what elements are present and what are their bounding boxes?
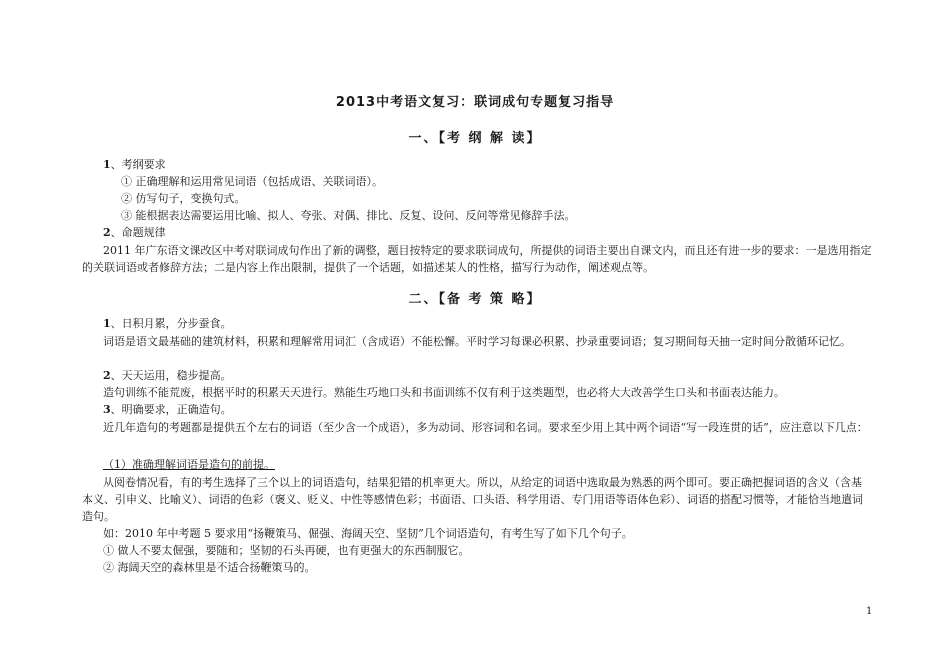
item-label: 、明确要求，正确造句。 <box>110 403 232 416</box>
strategy-item-1 <box>103 316 232 332</box>
exam-pattern-paragraph: 2011 年广东语文课改区中考对联词成句作出了新的调整，题目按特定的要求联词成句，所提供的词语主要出自课文内，而且还有进一步的要求：一是选用指定的关联词语或者修辞方法；二是内容上作出限制，提供了一个话题，如描述某人的性格，描写行为动作，阐述观点等。 <box>82 244 872 274</box>
item-number: 3 <box>103 403 111 416</box>
example-intro: 如：2010 年中考题 5 要求用“扬鞭策马、倔强、海阔天空、坚韧”几个词语造句，有考生写了如下几个句子。 <box>103 527 633 540</box>
point-1-paragraph: 从阅卷情况看，有的考生选择了三个以上的词语造句，结果犯错的机率更大。所以，从给定的词语中选取最为熟悉的两个即可。要正确把握词语的含义（含基本义、引申义、比喻义）、词语的色彩（褒义、贬义、中性等感情色彩；书面语、口头语、科学用语、专门用语等语体色彩）、词语的搭配习惯等，才能恰当地遣词造句。 <box>82 476 863 523</box>
syllabus-item-2 <box>103 225 166 241</box>
example-sentence-2: ② 海阔天空的森林里是不适合扬鞭策马的。 <box>103 561 316 574</box>
item-label: 、日积月累，分步蚕食。 <box>110 317 232 330</box>
syllabus-item-1 <box>103 157 166 173</box>
strategy-item-3 <box>103 402 232 418</box>
page-number: 1 <box>866 606 873 617</box>
requirement-2: ② 仿写句子，变换句式。 <box>121 192 246 205</box>
point-1-heading: （1）准确理解词语是造句的前提。 <box>103 458 275 471</box>
requirement-1: ① 正确理解和运用常见词语（包括成语、关联词语）。 <box>121 175 383 188</box>
strategy-2-paragraph: 造句训练不能荒废，根据平时的积累天天进行。熟能生巧地口头和书面训练不仅有利于这类题型，也必将大大改善学生口头和书面表达能力。 <box>103 386 785 399</box>
strategy-3-paragraph: 近几年造句的考题都是提供五个左右的词语（至少含一个成语），多为动词、形容词和名词。要求至少用上其中两个词语“写一段连贯的话”，应注意以下几点： <box>103 421 868 434</box>
item-label: 、考纲要求 <box>110 158 166 171</box>
item-number: 1 <box>103 158 111 171</box>
requirement-3: ③ 能根据表达需要运用比喻、拟人、夸张、对偶、排比、反复、设问、反问等常见修辞手法。 <box>121 209 576 222</box>
section-heading-syllabus: 一、【考 纲 解 读】 <box>408 131 542 146</box>
document-title: 2013中考语文复习：联词成句专题复习指导 <box>335 95 615 110</box>
item-number: 1 <box>103 317 111 330</box>
strategy-item-2 <box>103 368 232 384</box>
item-number: 2 <box>103 226 111 239</box>
item-number: 2 <box>103 369 111 382</box>
item-label: 、命题规律 <box>110 226 166 239</box>
example-sentence-1: ① 做人不要太倔强，要随和；坚韧的石头再硬，也有更强大的东西制服它。 <box>103 544 470 557</box>
strategy-1-paragraph: 词语是语文最基础的建筑材料，积累和理解常用词汇（含成语）不能松懈。平时学习每课必积累、抄录重要词语；复习期间每天抽一定时间分散循环记忆。 <box>103 335 851 348</box>
section-heading-strategy: 二、【备 考 策 略】 <box>408 292 542 307</box>
item-label: 、天天运用，稳步提高。 <box>110 369 232 382</box>
